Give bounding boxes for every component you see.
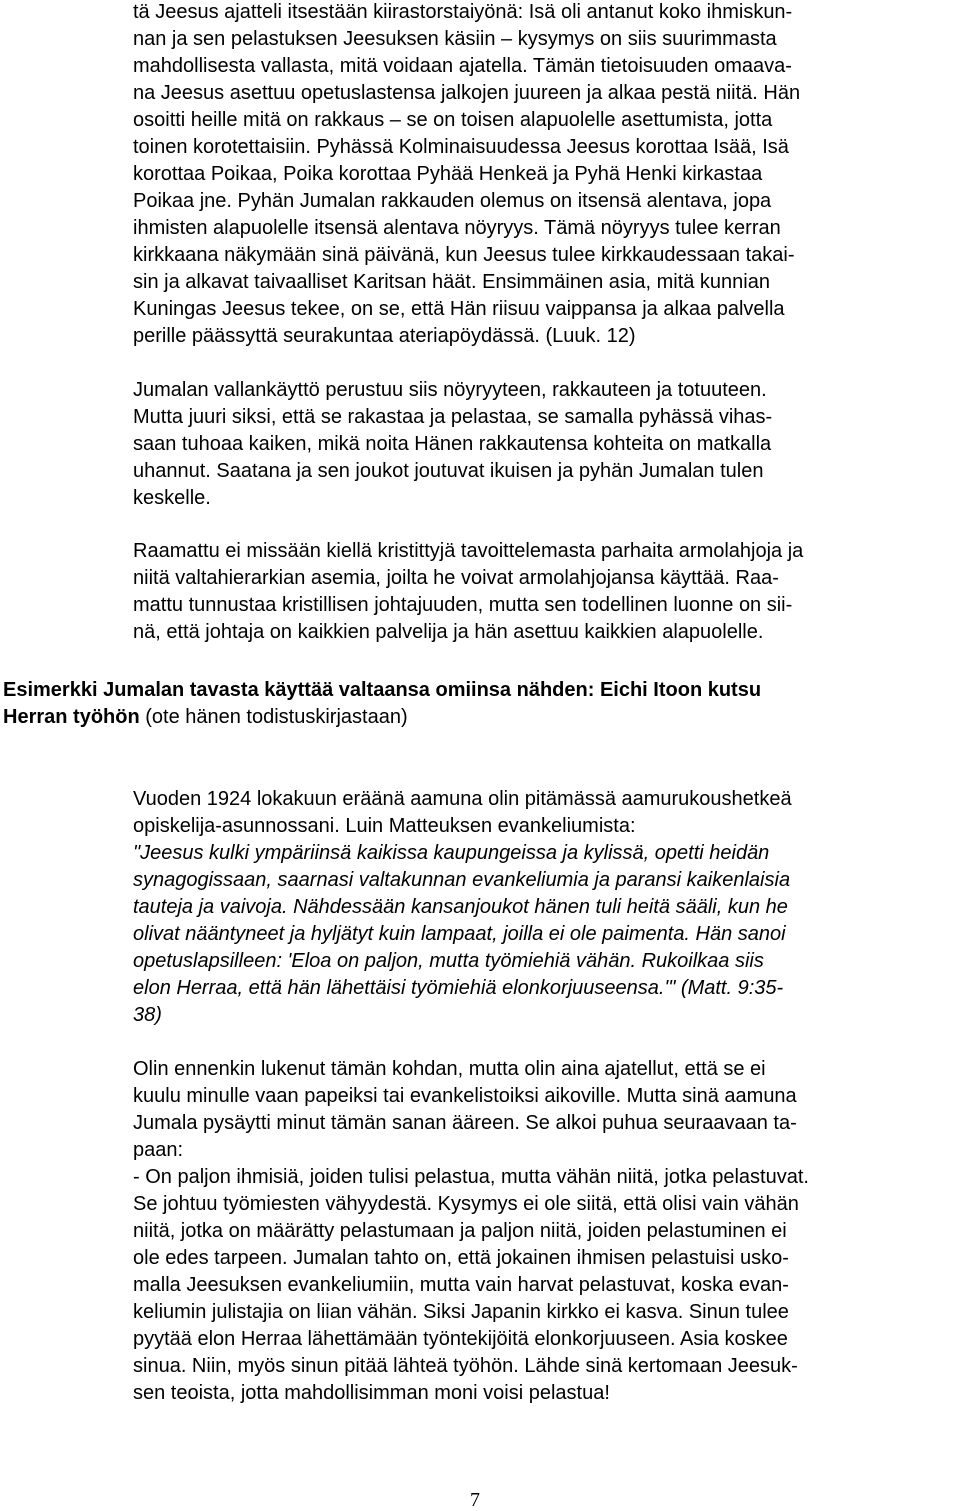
heading-subtitle: (ote hänen todistuskirjastaan) — [139, 706, 408, 728]
text-line: malla Jeesuksen evankeliumiin, mutta vain harvat pelastuvat, koska evan- — [133, 1274, 789, 1296]
text-line: Mutta juuri siksi, että se rakastaa ja pelastaa, se samalla pyhässä vihas- — [133, 406, 773, 428]
text-line: Vuoden 1924 lokakuun eräänä aamuna olin pitämässä aamurukoushetkeä — [133, 788, 792, 810]
page-number: 7 — [470, 1489, 480, 1511]
text-line: Jumala pysäytti minut tämän sanan ääreen. Se alkoi puhua seuraavaan ta- — [133, 1112, 797, 1134]
text-line: mahdollisesta vallasta, mitä voidaan ajatella. Tämän tietoisuuden omaava- — [133, 55, 792, 77]
text-line: Se johtuu työmiesten vähyydestä. Kysymys ei ole siitä, että olisi vain vähän — [133, 1193, 799, 1215]
heading-line — [3, 707, 408, 731]
text-line: toinen korotettaisiin. Pyhässä Kolminaisuudessa Jeesus korottaa Isää, Isä — [133, 136, 789, 158]
heading-bold-text: Herran työhön — [3, 706, 140, 728]
text-line: Kuningas Jeesus tekee, on se, että Hän riisuu vaippansa ja alkaa palvella — [133, 298, 785, 320]
text-line: Raamattu ei missään kiellä kristittyjä tavoittelemasta parhaita armolahjoja ja — [133, 540, 804, 562]
text-line: Poikaa jne. Pyhän Jumalan rakkauden olemus on itsensä alentava, jopa — [133, 190, 772, 212]
text-line: sin ja alkavat taivaalliset Karitsan häät. Ensimmäinen asia, mitä kunnian — [133, 271, 770, 293]
text-line: ole edes tarpeen. Jumalan tahto on, että jokainen ihmisen pelastuisi usko- — [133, 1247, 789, 1269]
text-line: osoitti heille mitä on rakkaus – se on toisen alapuolelle asettumista, jotta — [133, 109, 773, 131]
text-line: "Jeesus kulki ympäriinsä kaikissa kaupungeissa ja kylissä, opetti heidän — [133, 842, 770, 864]
text-line: nan ja sen pelastuksen Jeesuksen käsiin – kysymys on siis suurimmasta — [133, 28, 777, 50]
text-line: mattu tunnustaa kristillisen johtajuuden, mutta sen todellinen luonne on sii- — [133, 594, 793, 616]
text-line: sinua. Niin, myös sinun pitää lähteä työhön. Lähde sinä kertomaan Jeesuk- — [133, 1355, 798, 1377]
text-line: niitä, jotka on määrätty pelastumaan ja paljon niitä, joiden pelastuminen ei — [133, 1220, 787, 1242]
text-line: niitä valtahierarkian asemia, joilta he voivat armolahjojansa käyttää. Raa- — [133, 567, 779, 589]
text-line: 38) — [133, 1004, 162, 1026]
text-line: Olin ennenkin lukenut tämän kohdan, mutta olin aina ajatellut, että se ei — [133, 1058, 766, 1080]
text-line: ihmisten alapuolelle itsensä alentava nöyryys. Tämä nöyryys tulee kerran — [133, 217, 781, 239]
text-line: olivat nääntyneet ja hyljätyt kuin lampaat, joilla ei ole paimenta. Hän sanoi — [133, 923, 786, 945]
text-line: korottaa Poikaa, Poika korottaa Pyhää Henkeä ja Pyhä Henki kirkastaa — [133, 163, 763, 185]
heading-line: Esimerkki Jumalan tavasta käyttää valtaansa omiinsa nähden: Eichi Itoon kutsu — [3, 679, 762, 701]
text-line: opetuslapsilleen: 'Eloa on paljon, mutta työmiehiä vähän. Rukoilkaa siis — [133, 950, 764, 972]
text-line: kuulu minulle vaan papeiksi tai evankelistoiksi aikoville. Mutta sinä aamuna — [133, 1085, 797, 1107]
text-line: tä Jeesus ajatteli itsestään kiirastorstaiyönä: Isä oli antanut koko ihmiskun- — [133, 1, 793, 23]
text-line: kirkkaana näkymään sinä päivänä, kun Jeesus tulee kirkkaudessaan takai- — [133, 244, 795, 266]
text-line: keskelle. — [133, 487, 211, 509]
text-line: nä, että johtaja on kaikkien palvelija ja hän asettuu kaikkien alapuolelle. — [133, 621, 764, 643]
text-line: pyytää elon Herraa lähettämään työntekijöitä elonkorjuuseen. Asia koskee — [133, 1328, 788, 1350]
text-line: uhannut. Saatana ja sen joukot joutuvat ikuisen ja pyhän Jumalan tulen — [133, 460, 764, 482]
text-line: sen teoista, jotta mahdollisimman moni voisi pelastua! — [133, 1382, 610, 1404]
text-line: elon Herraa, että hän lähettäisi työmiehiä elonkorjuuseensa.'" (Matt. 9:35- — [133, 977, 784, 999]
text-line: opiskelija-asunnossani. Luin Matteuksen evankeliumista: — [133, 815, 636, 837]
text-line: Jumalan vallankäyttö perustuu siis nöyryyteen, rakkauteen ja totuuteen. — [133, 379, 767, 401]
text-line: synagogissaan, saarnasi valtakunnan evankeliumia ja paransi kaikenlaisia — [133, 869, 791, 891]
text-line: perille päässyttä seurakuntaa ateriapöydässä. (Luuk. 12) — [133, 325, 636, 347]
text-line: - On paljon ihmisiä, joiden tulisi pelastua, mutta vähän niitä, jotka pelastuvat. — [133, 1166, 809, 1188]
text-line: na Jeesus asettuu opetuslastensa jalkojen juureen ja alkaa pestä niitä. Hän — [133, 82, 801, 104]
text-line: paan: — [133, 1139, 184, 1161]
text-line: saan tuhoaa kaiken, mikä noita Hänen rakkautensa kohteita on matkalla — [133, 433, 772, 455]
text-line: tauteja ja vaivoja. Nähdessään kansanjoukot hänen tuli heitä sääli, kun he — [133, 896, 788, 918]
text-line: keliumin julistajia on liian vähän. Siksi Japanin kirkko ei kasva. Sinun tulee — [133, 1301, 789, 1323]
